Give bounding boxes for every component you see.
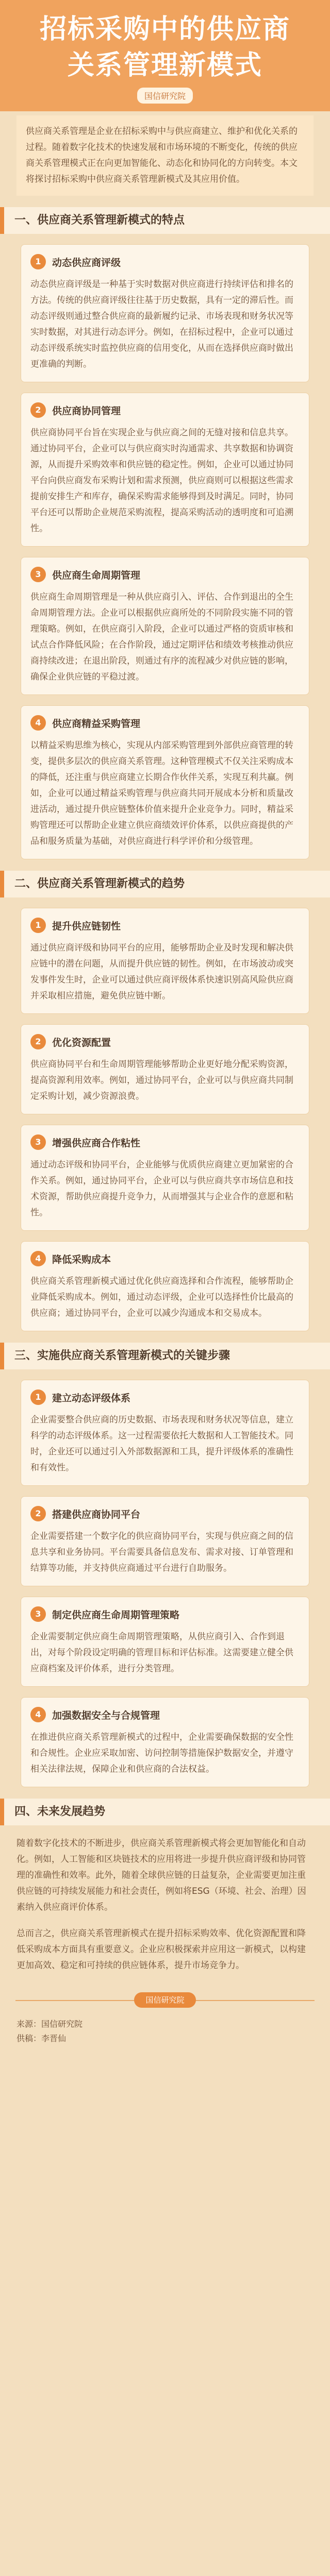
card-title: 供应商协同管理 xyxy=(52,405,121,417)
card-title: 增强供应商合作粘性 xyxy=(52,1137,141,1149)
section-title-2: 二、供应商关系管理新模式的趋势 xyxy=(0,871,330,897)
card-1-1 xyxy=(21,244,309,382)
card-body: 企业需要整合供应商的历史数据、市场表现和财务状况等信息，建立科学的动态评级体系。这一过程需要依托大数据和人工智能技术。同时，企业还可以通过引入外部数据源和工具，提升评级体系的准确性和有效性。 xyxy=(30,1415,293,1473)
card-1-4 xyxy=(21,705,309,859)
card-number-badge: 4 xyxy=(30,1707,46,1722)
card-body: 通过动态评级和协同平台，企业能够与优质供应商建立更加紧密的合作关系。例如，通过协同平台，企业可以与供应商共享市场信息和技术资源，帮助供应商提升竞争力，从而增强其与企业合作的意愿和粘性。 xyxy=(30,1160,293,1218)
card-number-badge: 2 xyxy=(30,1506,46,1521)
page-title-line1: 招标采购中的供应商 xyxy=(39,14,290,45)
card-3-2 xyxy=(21,1496,309,1586)
card-2-3 xyxy=(21,1125,309,1231)
footer-author: 供稿：李晋仙 xyxy=(16,2033,67,2043)
card-1-3 xyxy=(21,557,309,695)
card-number-badge: 1 xyxy=(30,1389,46,1405)
card-1-2 xyxy=(21,393,309,547)
card-title: 动态供应商评级 xyxy=(52,257,121,268)
card-body: 供应商协同平台和生命周期管理能够帮助企业更好地分配采购资源，提高资源利用效率。例如，通过协同平台，企业可以与供应商共同制定采购计划，减少资源浪费。 xyxy=(30,1059,293,1101)
card-body: 在推进供应商关系管理新模式的过程中，企业需要确保数据的安全性和合规性。企业应采取加密、访问控制等措施保护数据安全，并遵守相关法律法规，保障企业和供应商的合法权益。 xyxy=(30,1732,293,1774)
footer xyxy=(15,1991,315,2053)
section-title-4: 四、未来发展趋势 xyxy=(0,1799,330,1825)
card-title: 建立动态评级体系 xyxy=(52,1392,131,1404)
card-title: 制定供应商生命周期管理策略 xyxy=(52,1609,180,1621)
card-number-badge: 4 xyxy=(30,715,46,731)
card-number-badge: 4 xyxy=(30,1251,46,1266)
card-2-1 xyxy=(21,908,309,1014)
card-title: 优化资源配置 xyxy=(52,1037,111,1048)
card-body: 供应商协同平台旨在实现企业与供应商之间的无缝对接和信息共享。通过协同平台，企业可以与供应商实时沟通需求、共享数据和协调资源，从而提升采购效率和供应链的稳定性。例如，企业可以通过协同平台向供应商发布采购计划和需求预测，供应商则可以根据这些需求提前安排生产和库存，确保采购需求能够得到及时满足。同时，协同平台还可以帮助企业规范采购流程，提高采购活动的透明度和可追溯性。 xyxy=(30,428,293,534)
card-body: 动态供应商评级是一种基于实时数据对供应商进行持续评估和排名的方法。传统的供应商评级往往基于历史数据，具有一定的滞后性。而动态评级则通过整合供应商的最新履约记录、市场表现和财务状况等实时数据，对其进行动态评分。例如，在招标过程中，企业可以通过动态评级系统实时监控供应商的信用变化，从而在选择供应商时做出更准确的判断。 xyxy=(30,279,293,369)
page-title-line2: 关系管理新模式 xyxy=(67,50,262,81)
card-number-badge: 1 xyxy=(30,918,46,933)
card-title: 加强数据安全与合规管理 xyxy=(52,1709,160,1721)
card-number-badge: 1 xyxy=(30,254,46,269)
card-body: 供应商生命周期管理是一种从供应商引入、评估、合作到退出的全生命周期管理方法。企业可以根据供应商所处的不同阶段实施不同的管理策略。例如，在供应商引入阶段，企业可以通过严格的资质审核和试点合作降低风险；在合作阶段，通过定期评估和绩效考核推动供应商持续改进；在退出阶段，则通过有序的流程减少对供应链的影响，确保企业供应链的平稳过渡。 xyxy=(30,592,293,682)
section-title-3: 三、实施供应商关系管理新模式的关键步骤 xyxy=(0,1343,330,1369)
card-title: 供应商精益采购管理 xyxy=(52,718,141,730)
card-title: 提升供应链韧性 xyxy=(52,920,121,932)
card-body: 供应商关系管理新模式通过优化供应商选择和合作流程，能够帮助企业降低采购成本。例如，通过动态评级，企业可以选择性价比最高的供应商；通过协同平台，企业可以减少沟通成本和交易成本。 xyxy=(30,1276,293,1318)
card-number-badge: 3 xyxy=(30,1134,46,1150)
card-body: 以精益采购思维为核心，实现从内部采购管理到外部供应商管理的转变，提供多层次的供应商关系管理。这种管理模式不仅关注采购成本的降低，还注重与供应商建立长期合作伙伴关系，实现互利共赢。例如，企业可以通过精益采购管理与供应商共同开展成本分析和质量改进活动，通过提升供应链整体价值来提升企业竞争力。同时，精益采购管理还可以帮助企业建立供应商绩效评价体系，以供应商提供的产品和服务质量为基础，对供应商进行科学评价和分级管理。 xyxy=(30,740,293,846)
card-body: 企业需要搭建一个数字化的供应商协同平台，实现与供应商之间的信息共享和业务协同。平台需要具备信息发布、需求对接、订单管理和结算等功能，并支持供应商通过平台进行自助服务。 xyxy=(30,1531,293,1573)
card-title: 搭建供应商协同平台 xyxy=(52,1509,141,1520)
card-number-badge: 2 xyxy=(30,402,46,418)
card-title: 降低采购成本 xyxy=(52,1253,111,1265)
card-number-badge: 3 xyxy=(30,1606,46,1622)
footer-badge: 国信研究院 xyxy=(134,1992,196,2008)
card-2-4 xyxy=(21,1241,309,1331)
card-3-3 xyxy=(21,1597,309,1687)
header-banner xyxy=(0,0,330,111)
footer-source: 来源：国信研究院 xyxy=(16,2019,83,2029)
card-3-4 xyxy=(21,1697,309,1787)
card-number-badge: 2 xyxy=(30,1034,46,1049)
section4-paragraph: 随着数字化技术的不断进步，供应商关系管理新模式将会更加智能化和自动化。例如，人工智能和区块链技术的应用将进一步提升供应商评级和协同管理的准确性和效率。此外，随着全球供应链的日益复杂，企业需要更加注重供应链的可持续发展能力和社会责任，例如将ESG（环境、社会、治理）因素纳入供应商评价体系。 xyxy=(16,1838,306,1912)
card-3-1 xyxy=(21,1380,309,1486)
card-title: 供应商生命周期管理 xyxy=(52,569,141,581)
footer-meta xyxy=(16,2017,82,2046)
header-subtitle-badge: 国信研究院 xyxy=(137,88,193,104)
card-body: 通过供应商评级和协同平台的应用，能够帮助企业及时发现和解决供应链中的潜在问题，从而提升供应链的韧性。例如，在市场波动或突发事件发生时，企业可以通过供应商评级体系快速识别高风险供应商并采取相应措施，避免供应链中断。 xyxy=(30,943,293,1001)
card-body: 企业需要制定供应商生命周期管理策略，从供应商引入、合作到退出，对每个阶段设定明确的管理目标和评估标准。这需要建立健全供应商档案及评价体系，进行分类管理。 xyxy=(30,1632,293,1674)
section-title-1: 一、供应商关系管理新模式的特点 xyxy=(0,207,330,234)
card-number-badge: 3 xyxy=(30,567,46,582)
closing-paragraph: 总而言之，供应商关系管理新模式在提升招标采购效率、优化资源配置和降低采购成本方面具有重要意义。企业应积极探索并应用这一新模式，以构建更加高效、稳定和可持续的供应链体系，提升市场竞争力。 xyxy=(16,1928,306,1971)
card-2-2 xyxy=(21,1024,309,1114)
intro-paragraph: 供应商关系管理是企业在招标采购中与供应商建立、维护和优化关系的过程。随着数字化技术的快速发展和市场环境的不断变化，传统的供应商关系管理模式正在向更加智能化、动态化和协同化的方向转变。本文将探讨招标采购中供应商关系管理新模式及其应用价值。 xyxy=(16,115,314,196)
